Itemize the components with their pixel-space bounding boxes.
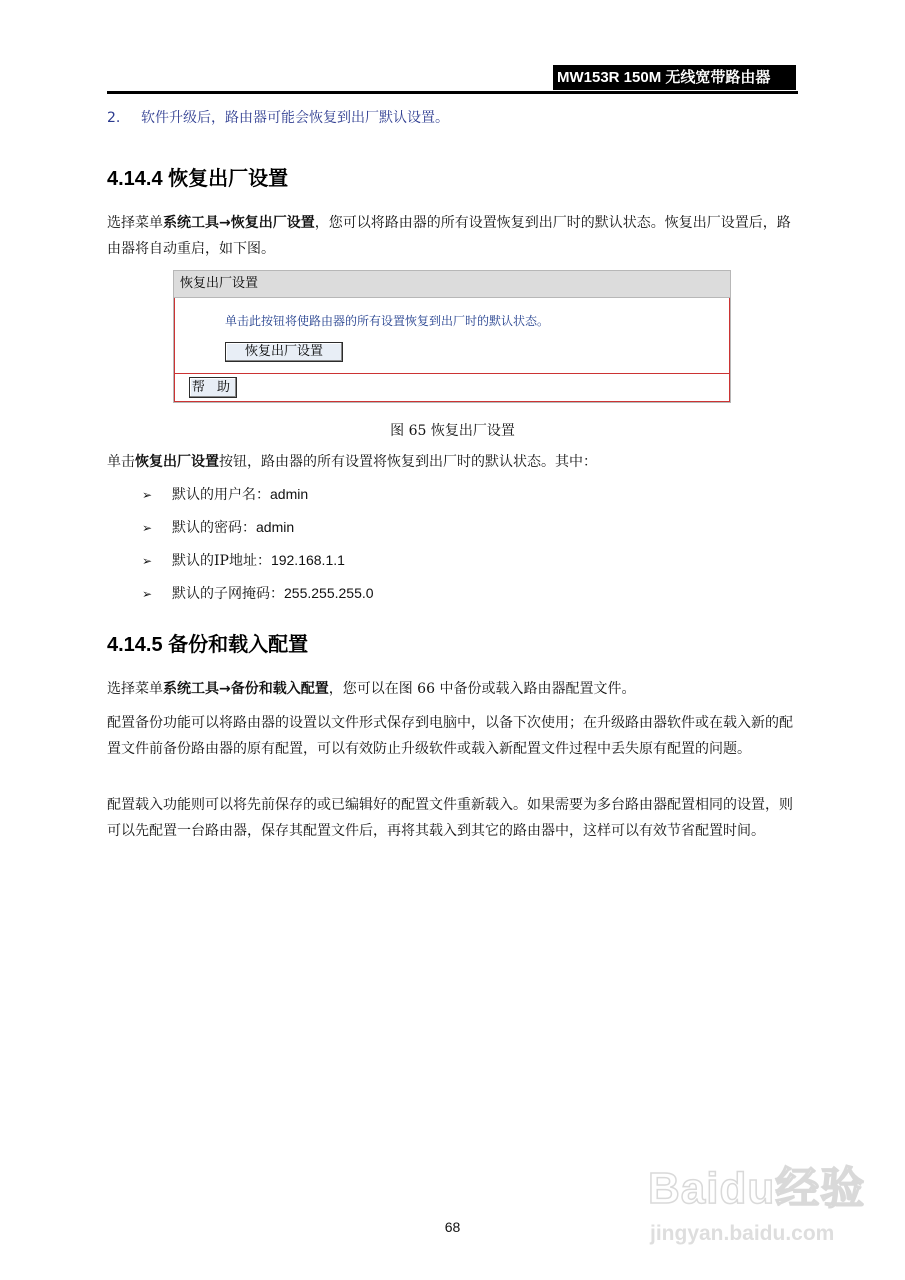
list-item — [142, 549, 374, 582]
default-label: 默认的用户名： — [172, 487, 270, 503]
section-number: 4.14.5 — [107, 634, 163, 656]
page-number: 68 — [444, 1219, 461, 1235]
list-item — [142, 516, 374, 549]
list-item — [142, 483, 374, 516]
default-value: admin — [270, 486, 309, 502]
header-rule — [107, 91, 798, 94]
watermark-url: jingyan.baidu.com — [650, 1222, 835, 1245]
button-name: 恢复出厂设置 — [135, 454, 219, 470]
default-label: 默认的密码： — [172, 520, 256, 536]
section-number: 4.14.4 — [107, 168, 163, 190]
section-heading-4-14-5 — [107, 628, 308, 657]
note-text: 软件升级后，路由器可能会恢复到出厂默认设置。 — [141, 110, 449, 126]
section-1-intro — [107, 210, 799, 262]
default-label: 默认的IP地址： — [172, 553, 271, 569]
menu-path: 系统工具→恢复出厂设置 — [163, 215, 315, 231]
after-figure-text — [107, 449, 799, 475]
after-figure-pre: 单击 — [107, 454, 135, 470]
restore-factory-button[interactable]: 恢复出厂设置 — [225, 342, 343, 362]
bullet-arrow-icon: ➢ — [142, 587, 153, 601]
panel-message: 单击此按钮将使路由器的所有设置恢复到出厂时的默认状态。 — [225, 314, 550, 328]
note-number: 2. — [107, 110, 121, 126]
intro-text: 选择菜单 — [107, 681, 163, 697]
intro-text-rest: ，您可以在图 66 中备份或载入路由器配置文件。 — [328, 681, 636, 697]
default-label: 默认的子网掩码： — [172, 586, 284, 602]
bullet-arrow-icon: ➢ — [142, 521, 153, 535]
bullet-arrow-icon: ➢ — [142, 554, 153, 568]
bullet-arrow-icon: ➢ — [142, 488, 153, 502]
default-value: admin — [256, 519, 295, 535]
list-item — [142, 582, 374, 615]
panel-body — [174, 298, 730, 374]
help-button[interactable]: 帮 助 — [189, 377, 237, 398]
default-value: 192.168.1.1 — [270, 552, 345, 568]
note-item — [107, 107, 449, 127]
intro-text-rest: ，您可以将路由器的所有设置恢复到出厂时的默认状态。恢复出厂设置后，路由器将自动重启，如下图。 — [107, 215, 791, 257]
default-value: 255.255.255.0 — [284, 585, 374, 601]
load-paragraph: 配置载入功能则可以将先前保存的或已编辑好的配置文件重新载入。如果需要为多台路由器配置相同的设置，则可以先配置一台路由器，保存其配置文件后，再将其载入到其它的路由器中，这样可以有效节省配置时间。 — [107, 797, 793, 839]
baidu-watermark — [648, 1142, 866, 1262]
panel-title: 恢复出厂设置 — [174, 271, 730, 298]
backup-paragraph: 配置备份功能可以将路由器的设置以文件形式保存到电脑中，以备下次使用；在升级路由器软件或在载入新的配置文件前备份路由器的原有配置，可以有效防止升级软件或载入新配置文件过程中丢失原有配置的问题。 — [107, 715, 793, 757]
section-title: 恢复出厂设置 — [168, 166, 289, 190]
section-2-intro — [107, 676, 799, 702]
intro-text: 选择菜单 — [107, 215, 163, 231]
panel-footer — [174, 373, 730, 402]
defaults-list — [142, 483, 374, 615]
after-figure-post: 按钮，路由器的所有设置将恢复到出厂时的默认状态。其中： — [219, 454, 597, 470]
menu-path: 系统工具→备份和载入配置 — [163, 681, 329, 697]
header-title: MW153R 150M 无线宽带路由器 — [553, 65, 796, 90]
section-heading-4-14-4 — [107, 162, 288, 191]
factory-reset-panel — [173, 270, 731, 403]
watermark-logo: Baidu经验 — [648, 1164, 866, 1213]
section-title: 备份和载入配置 — [168, 632, 309, 656]
figure-caption: 图 65 恢复出厂设置 — [390, 423, 515, 439]
